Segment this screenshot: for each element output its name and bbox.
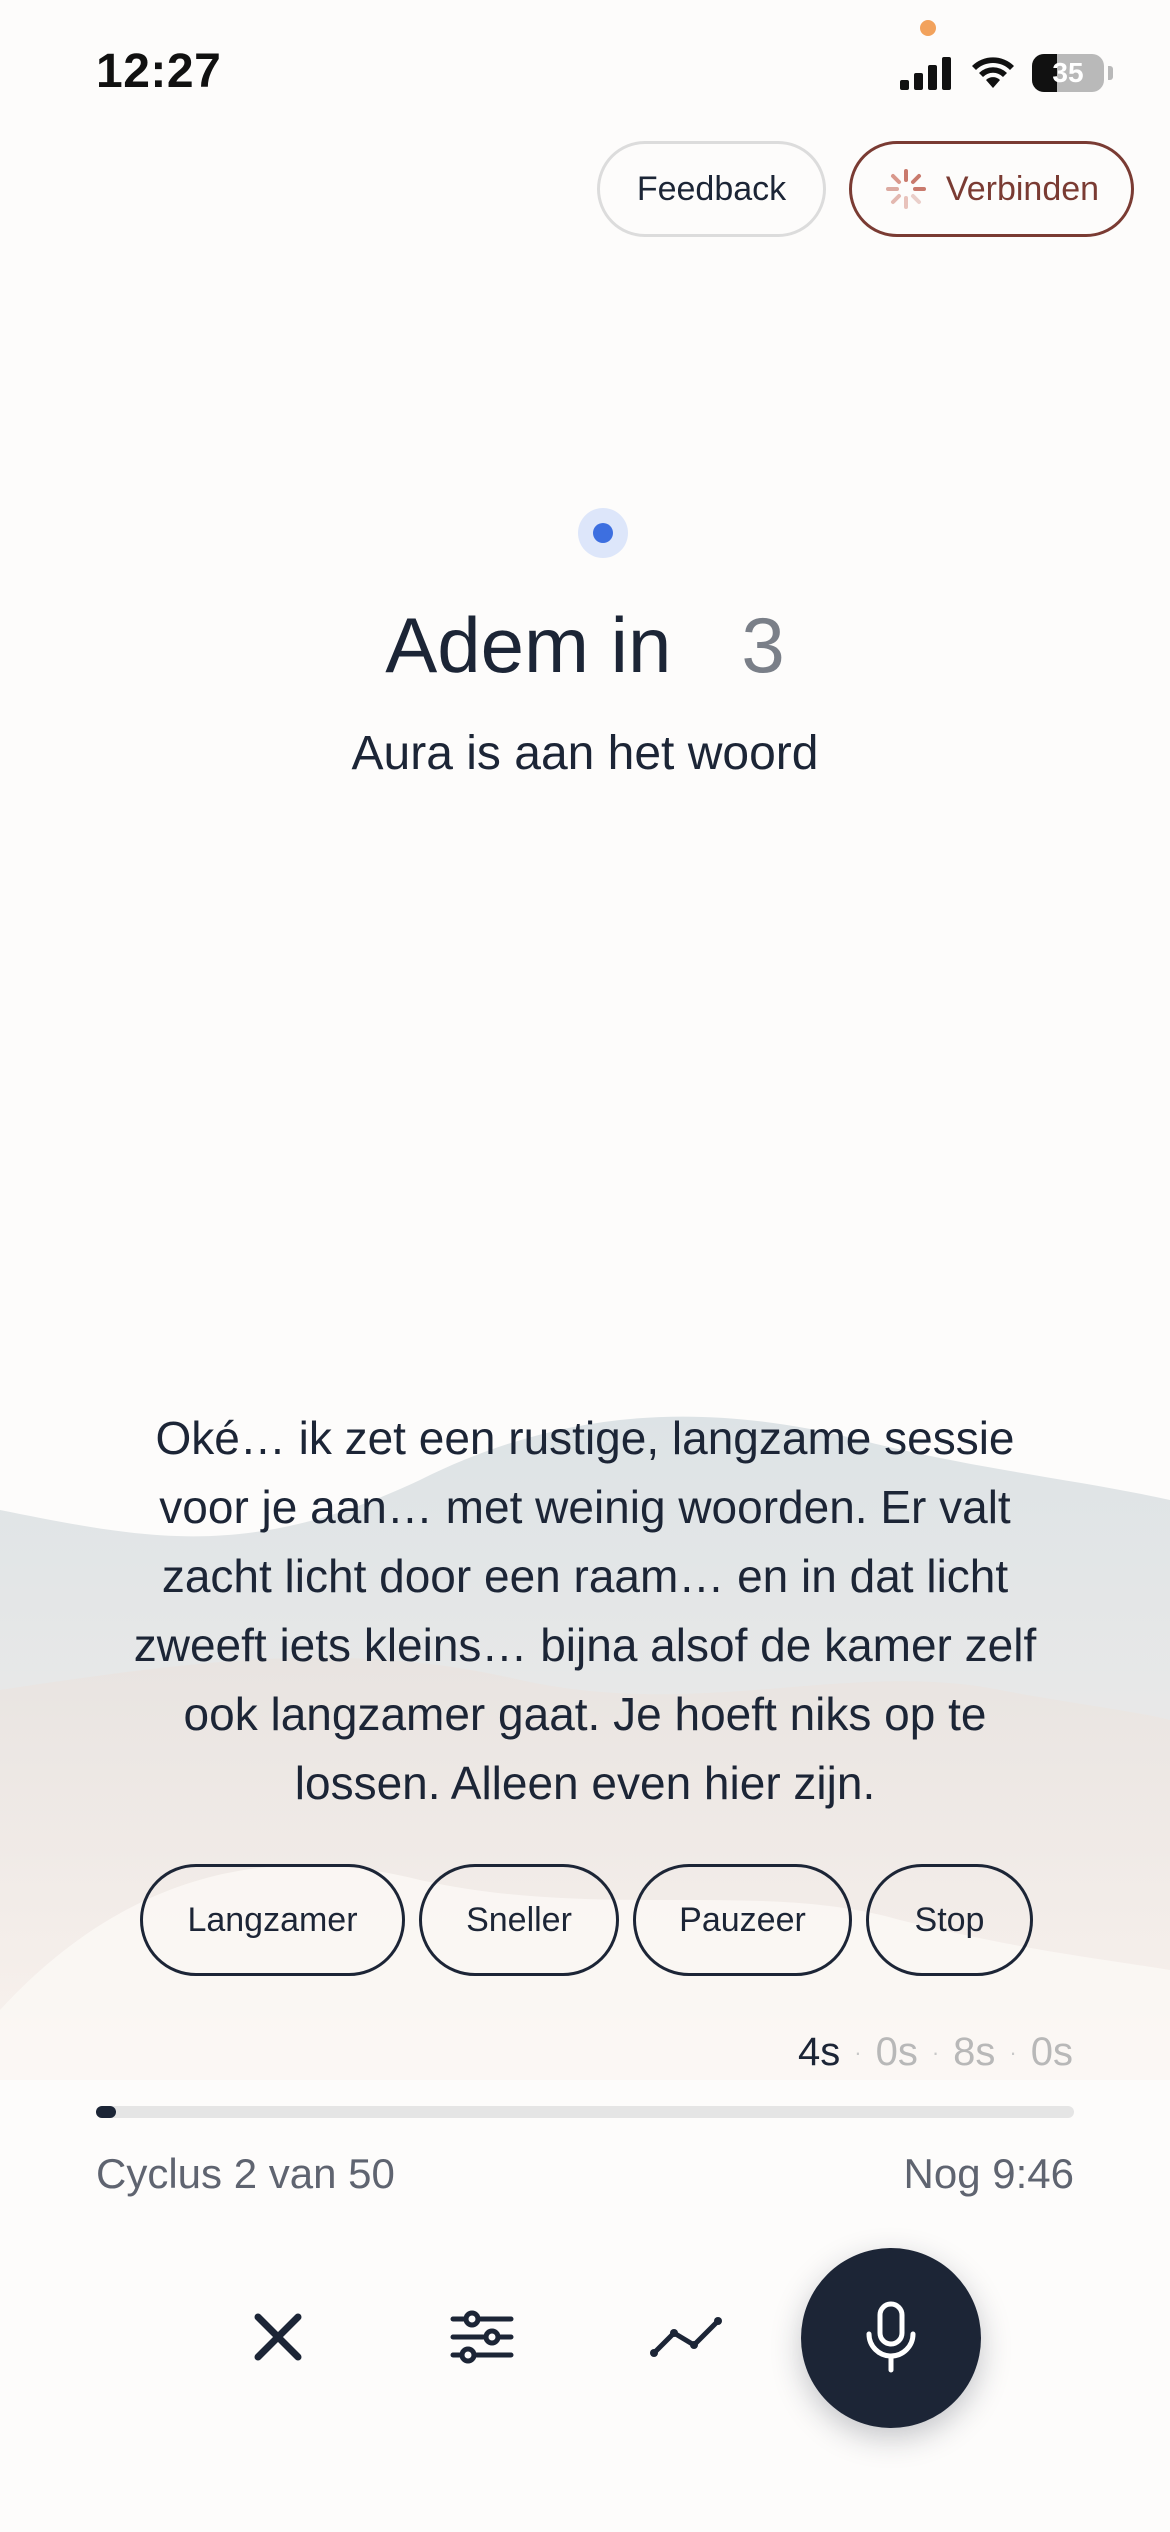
status-icons (900, 50, 1113, 96)
wifi-icon (970, 56, 1016, 90)
timing-separator: · (854, 2039, 862, 2065)
close-button[interactable] (223, 2282, 333, 2392)
timing-separator: · (931, 2039, 940, 2065)
timing-hold-out: 0s (1030, 2030, 1073, 2074)
connect-label: Verbinden (945, 169, 1100, 208)
microphone-icon (861, 2300, 921, 2376)
timing-exhale: 8s (953, 2030, 996, 2074)
breath-timing-pattern (0, 2030, 1073, 2075)
pause-button[interactable]: Pauzeer (633, 1864, 852, 1976)
stop-button[interactable]: Stop (866, 1864, 1033, 1976)
feedback-button[interactable]: Feedback (597, 141, 826, 237)
connect-button[interactable] (849, 141, 1134, 237)
close-icon (250, 2309, 306, 2365)
session-progress-fill (96, 2106, 116, 2118)
timing-hold-in: 0s (875, 2030, 918, 2074)
settings-button[interactable] (427, 2282, 537, 2392)
insights-button[interactable] (631, 2282, 741, 2392)
time-remaining: Nog 9:46 (903, 2150, 1074, 2197)
transcript-text: Oké… ik zet een rustige, langzame sessie voor je aan… met weinig woorden. Er valt zacht licht door een raam… en in dat licht zweeft iets kleins… bijna alsof de kamer zelf ook langzamer gaat. Je hoeft niks op te lossen. Alleen even hier zijn. (133, 1412, 1037, 1809)
status-time: 12:27 (96, 45, 222, 98)
slower-button[interactable]: Langzamer (140, 1864, 405, 1976)
loading-spinner-icon (884, 167, 928, 211)
battery-level: 35 (1052, 57, 1084, 88)
cycle-counter: Cyclus 2 van 50 (96, 2150, 395, 2197)
timing-inhale: 4s (798, 2030, 841, 2074)
session-controls (140, 1864, 1033, 1976)
session-progress-bar (96, 2106, 1074, 2118)
breath-phase-row (0, 600, 1170, 691)
breath-indicator-dot (593, 523, 613, 543)
breath-phase-label: Adem in (385, 601, 672, 689)
trend-icon (650, 2315, 722, 2359)
battery-icon (1032, 54, 1104, 92)
microphone-button[interactable] (801, 2248, 981, 2428)
cellular-signal-icon (900, 56, 954, 90)
privacy-indicator-dot (920, 20, 936, 36)
faster-button[interactable]: Sneller (419, 1864, 619, 1976)
battery-tip (1108, 66, 1113, 80)
breath-phase-count: 3 (741, 601, 785, 689)
speaker-status: Aura is aan het woord (351, 727, 819, 780)
timing-separator: · (1009, 2039, 1017, 2065)
sliders-icon (450, 2309, 514, 2365)
